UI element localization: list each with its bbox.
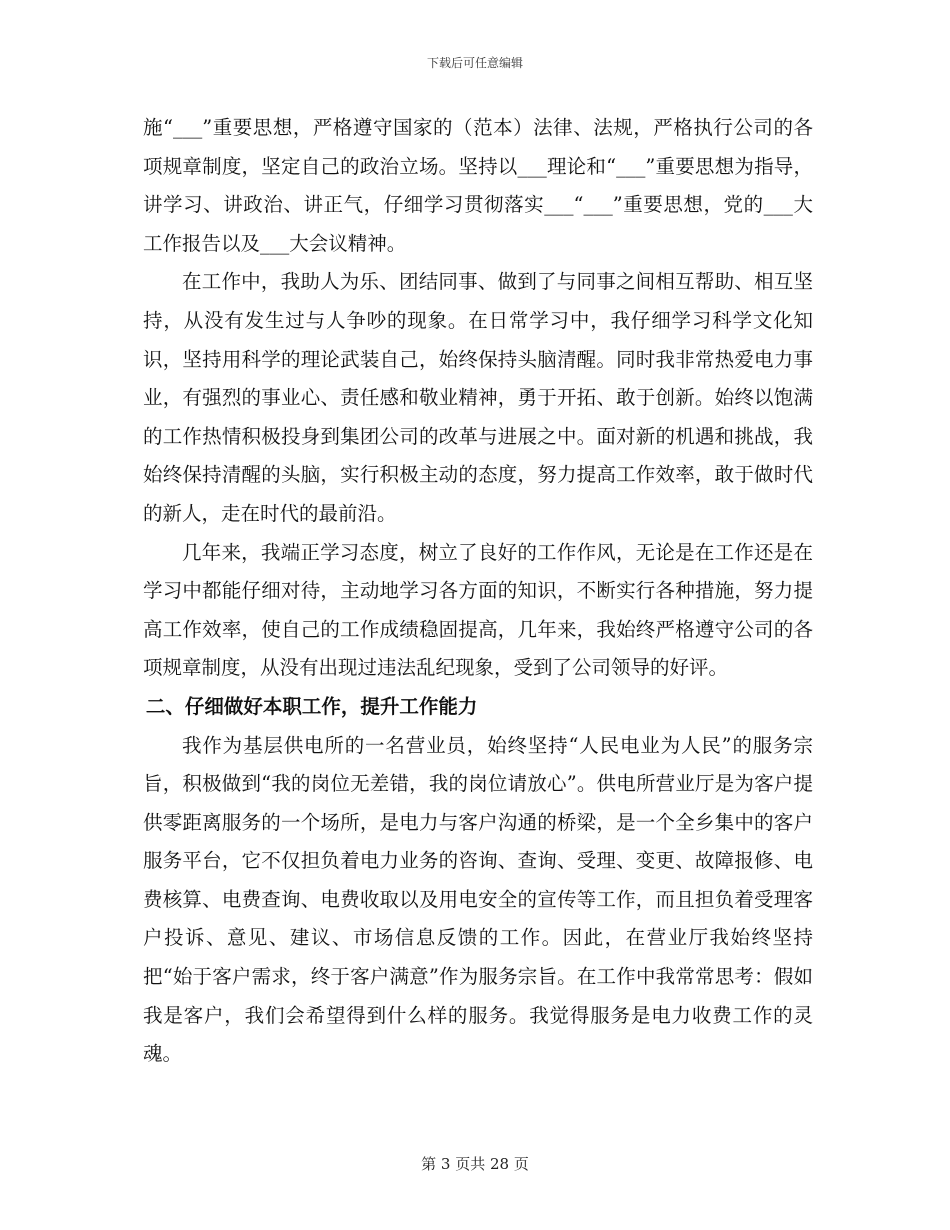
paragraph-study-attitude: 几年来，我端正学习态度，树立了良好的工作作风，无论是在工作还是在学习中都能仔细对待，主动地学习各方面的知识，不断实行各种措施，努力提高工作效率，使自己的工作成绩稳固提高，几年来，我始终严格遵守公司的各项规章制度，从没有出现过违法乱纪现象，受到了公司领导的好评。 <box>143 540 813 680</box>
paragraph-continuation: 施“___”重要思想，严格遵守国家的（范本）法律、法规，严格执行公司的各项规章制度，坚定自己的政治立场。坚持以___理论和“___”重要思想为指导，讲学习、讲政治、讲正气，仔细学习贯彻落实___“___”重要思想，党的___大工作报告以及___大会议精神。 <box>143 116 813 255</box>
page-header-note: 下载后可任意编辑 <box>426 56 523 70</box>
paragraph-service: 我作为基层供电所的一名营业员，始终坚持“人民电业为人民”的服务宗旨，积极做到“我的岗位无差错，我的岗位请放心”。供电所营业厅是为客户提供零距离服务的一个场所，是电力与客户沟通的桥梁，是一个全乡集中的客户服务平台，它不仅担负着电力业务的咨询、查询、受理、变更、故障报修、电费核算、电费查询、电费收取以及用电安全的宣传等工作，而且担负着受理客户投诉、意见、建议、市场信息反馈的工作。因此，在营业厅我始终坚持把“始于客户需求，终于客户满意”作为服务宗旨。在工作中我常常思考：假如我是客户，我们会希望得到什么样的服务。我觉得服务是电力收费工作的灵魂。 <box>143 733 813 1066</box>
page-footer-number: 第 3 页共 28 页 <box>421 1155 529 1173</box>
paragraph-work-attitude: 在工作中，我助人为乐、团结同事、做到了与同事之间相互帮助、相互坚持，从没有发生过与人争吵的现象。在日常学习中，我仔细学习科学文化知识，坚持用科学的理论武装自己，始终保持头脑清醒。同时我非常热爱电力事业，有强烈的事业心、责任感和敬业精神，勇于开拓、敢于创新。始终以饱满的工作热情积极投身到集团公司的改革与进展之中。面对新的机遇和挑战，我始终保持清醒的头脑，实行积极主动的态度，努力提高工作效率，敢于做时代的新人，走在时代的最前沿。 <box>143 270 813 525</box>
section-heading: 二、仔细做好本职工作，提升工作能力 <box>145 694 478 718</box>
document-body <box>143 109 813 1074</box>
